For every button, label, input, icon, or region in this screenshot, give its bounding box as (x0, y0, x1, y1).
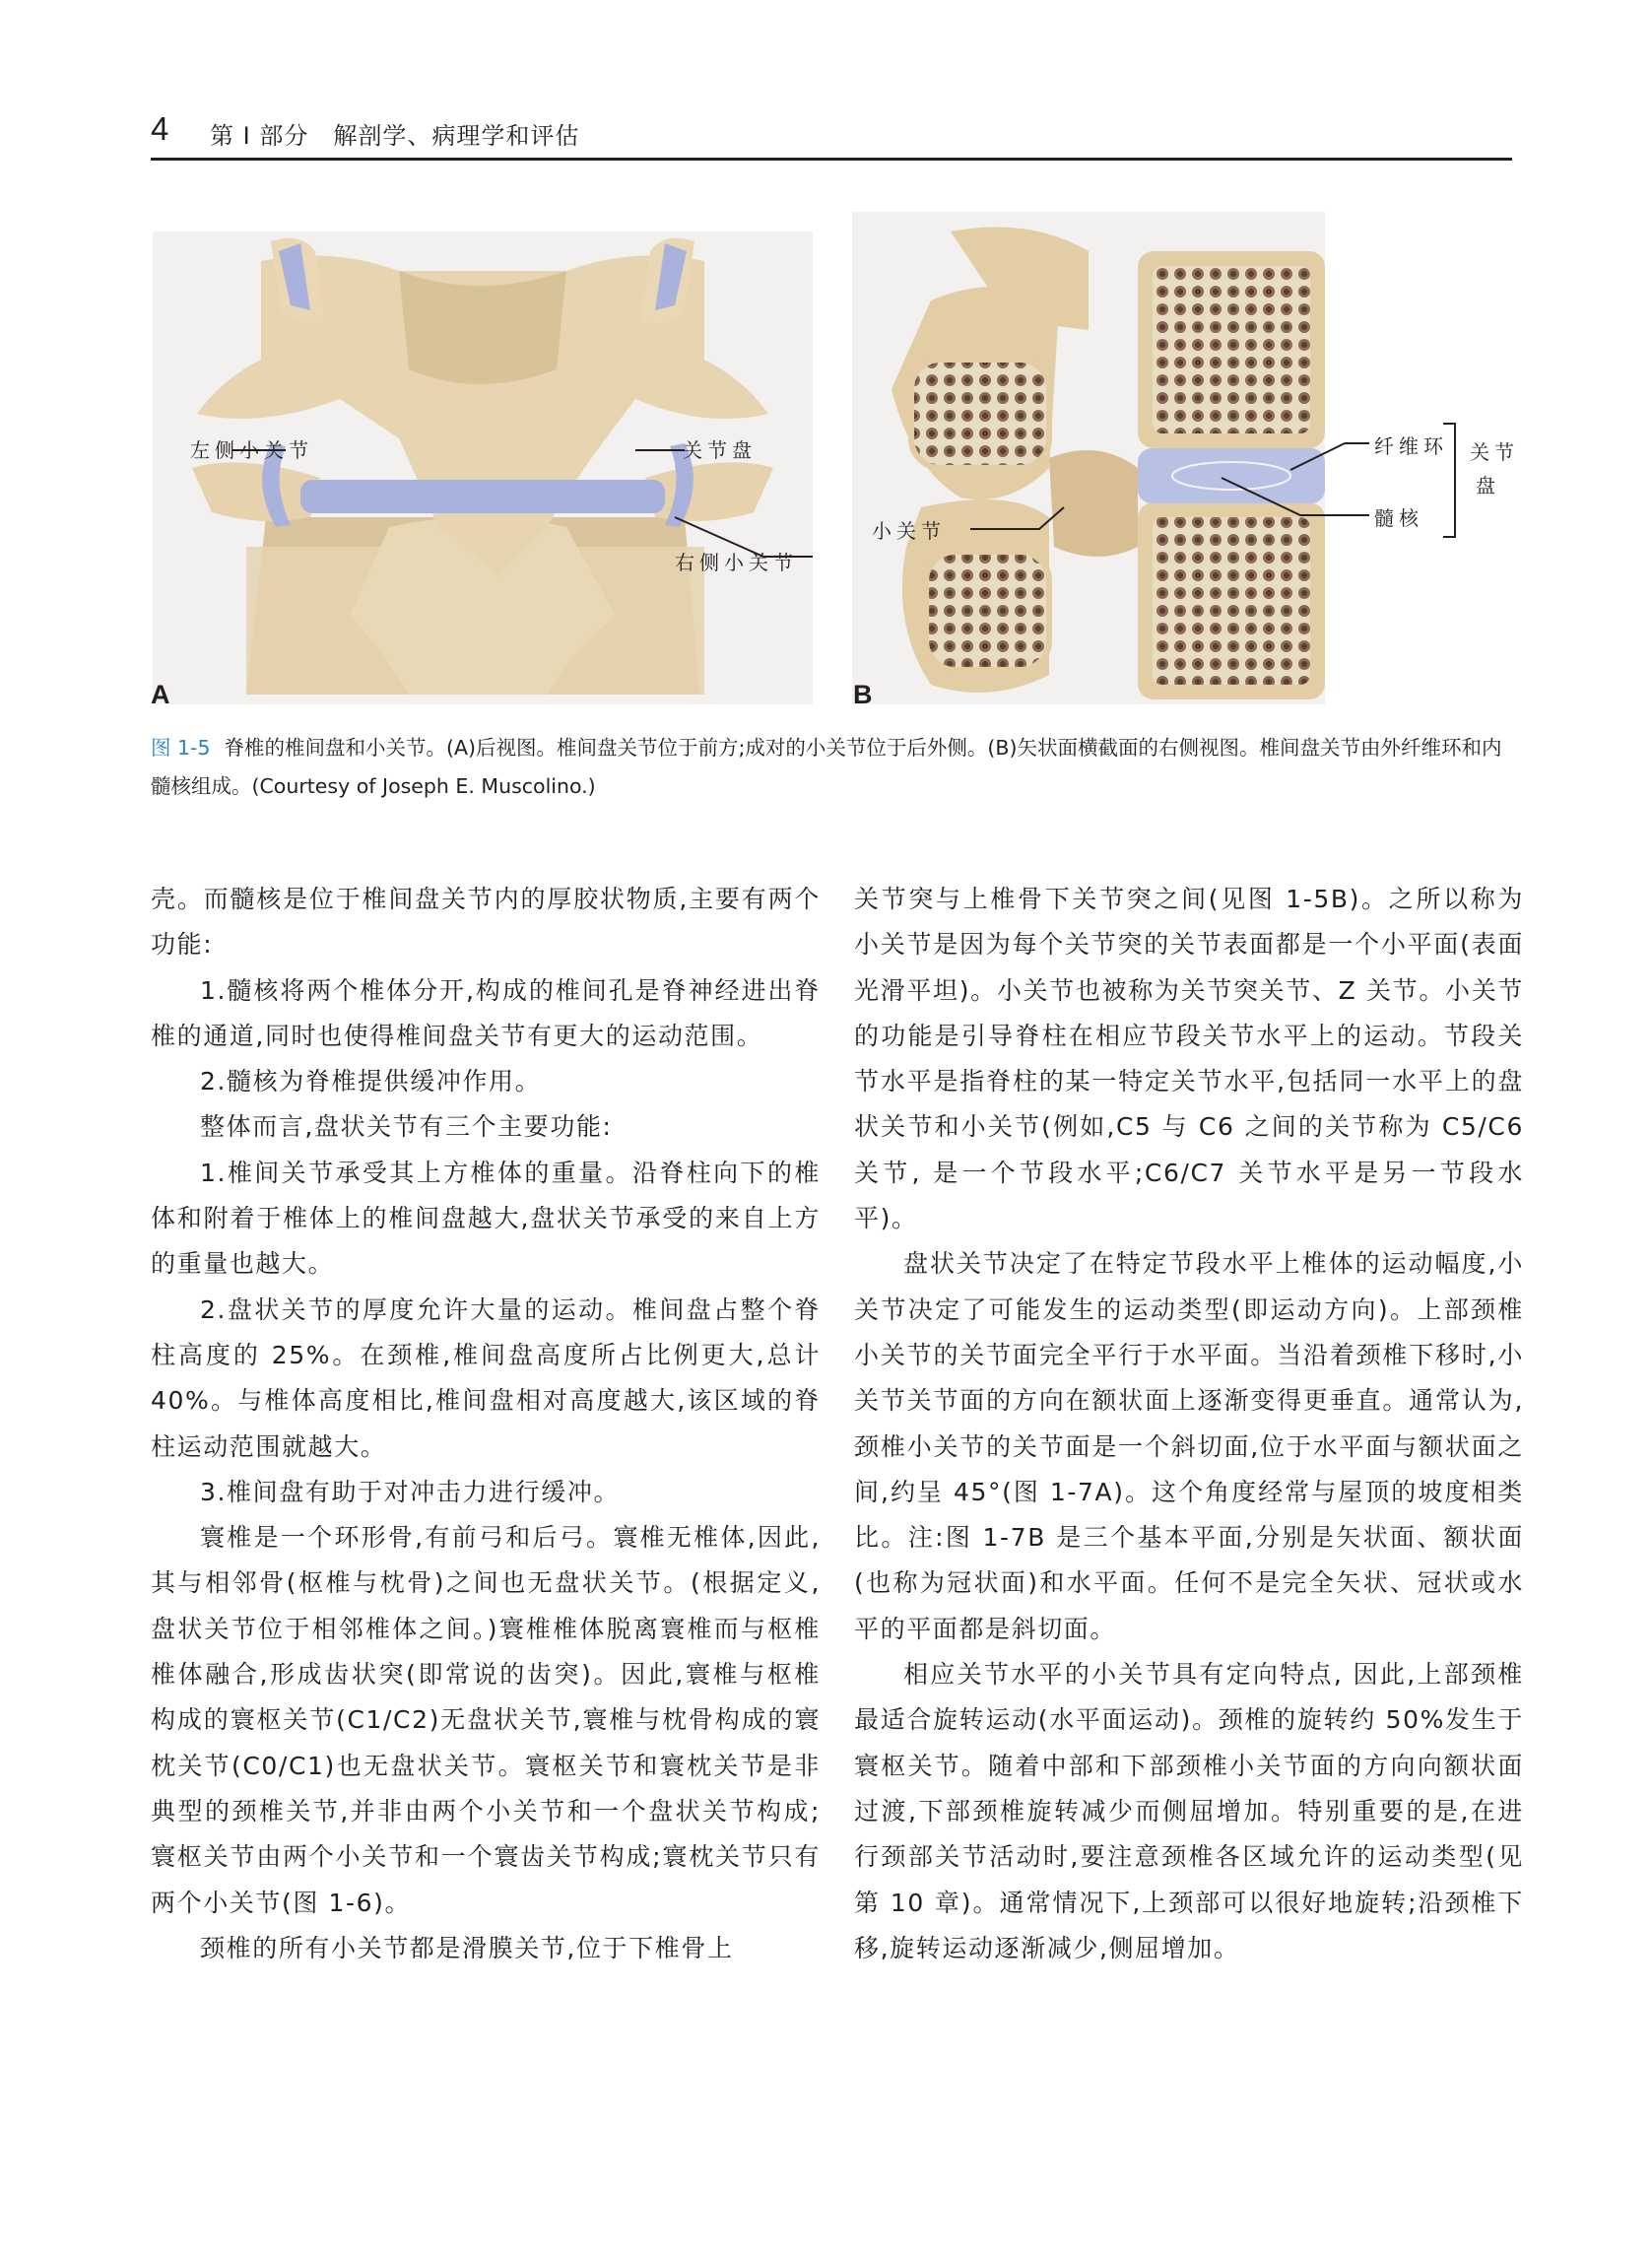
label-disc-b-line2: 盘 (1476, 474, 1500, 498)
label-left-facet: 左侧小关节 (190, 438, 313, 462)
page-number: 4 (151, 110, 169, 147)
paragraph: 2.髓核为脊椎提供缓冲作用。 (200, 1067, 542, 1096)
running-head: 第 I 部分 解剖学、病理学和评估 (210, 122, 580, 150)
caption-text: 脊椎的椎间盘和小关节。(A)后视图。椎间盘关节位于前方;成对的小关节位于后外侧。(B)矢状面横截面的右侧视图。椎间盘关节由外纤维环和内髓核组成。(Courtesy of Joseph E. Muscolino.) (151, 736, 1502, 798)
figure-a-posterior-view (153, 232, 813, 704)
paragraph: 颈椎的所有小关节都是滑膜关节,位于下椎骨上 (200, 1933, 734, 1962)
figure-a-illustration (153, 232, 813, 704)
caption-figure-number: 图 1-5 (151, 736, 211, 760)
label-disc-a: 关节盘 (683, 438, 757, 462)
paragraph: 壳。而髓核是位于椎间盘关节内的厚胶状物质,主要有两个功能: (151, 885, 821, 960)
label-annulus: 纤维环 (1374, 434, 1448, 458)
paragraph: 相应关节水平的小关节具有定向特点, 因此,上部颈椎最适合旋转运动(水平面运动)。颈椎的旋转约 50%发生于寰枢关节。随着中部和下部颈椎小关节面的方向向额状面过渡,下部颈椎旋转减少而侧屈增加。特别重要的是,在进行颈部关节活动时,要注意颈椎各区域允许的运动类型(见第 10 章)。通常情况下,上颈部可以很好地旋转;沿颈椎下移,旋转运动逐渐减少,侧屈增加。 (854, 1660, 1524, 1962)
paragraph: 寰椎是一个环形骨,有前弓和后弓。寰椎无椎体,因此,其与相邻骨(枢椎与枕骨)之间也无盘状关节。(根据定义,盘状关节位于相邻椎体之间。)寰椎椎体脱离寰椎而与枢椎椎体融合,形成齿状突(即常说的齿突)。因此,寰椎与枢椎构成的寰枢关节(C1/C2)无盘状关节,寰椎与枕骨构成的寰枕关节(C0/C1)也无盘状关节。寰枢关节和寰枕关节是非典型的颈椎关节,并非由两个小关节和一个盘状关节构成;寰枢关节由两个小关节和一个寰齿关节构成;寰枕关节只有两个小关节(图 1-6)。 (151, 1523, 821, 1917)
left-column (151, 877, 821, 1971)
figure-b-sagittal-view (852, 212, 1522, 704)
figure-b-letter: B (853, 680, 873, 709)
figure-caption (151, 729, 1515, 806)
header-rule (151, 158, 1512, 161)
label-nucleus: 髓核 (1374, 506, 1423, 530)
right-column (854, 877, 1524, 1971)
figure-a-letter: A (151, 680, 170, 709)
label-facet-b: 小关节 (872, 519, 946, 543)
page-header (151, 110, 1512, 154)
paragraph: 1.椎间关节承受其上方椎体的重量。沿脊柱向下的椎体和附着于椎体上的椎间盘越大,盘状关节承受的来自上方的重量也越大。 (151, 1158, 821, 1279)
paragraph: 1.髓核将两个椎体分开,构成的椎间孔是脊神经进出脊椎的通道,同时也使得椎间盘关节有更大的运动范围。 (151, 975, 821, 1050)
paragraph: 2.盘状关节的厚度允许大量的运动。椎间盘占整个脊柱高度的 25%。在颈椎,椎间盘高度所占比例更大,总计 40%。与椎体高度相比,椎间盘相对高度越大,该区域的脊柱运动范围就越大。 (151, 1294, 821, 1461)
paragraph: 整体而言,盘状关节有三个主要功能: (200, 1112, 613, 1142)
label-right-facet: 右侧小关节 (675, 551, 798, 574)
label-disc-b-line1: 关节 (1470, 440, 1519, 464)
paragraph: 3.椎间盘有助于对冲击力进行缓冲。 (200, 1477, 621, 1506)
paragraph: 关节突与上椎骨下关节突之间(见图 1-5B)。之所以称为小关节是因为每个关节突的关节表面都是一个小平面(表面光滑平坦)。小关节也被称为关节突关节、Z 关节。小关节的功能是引导脊柱在相应节段关节水平上的运动。节段关节水平是指脊柱的某一特定关节水平,包括同一水平上的盘状关节和小关节(例如,C5 与 C6 之间的关节称为 C5/C6 关节, 是一个节段水平;C6/C7 关节水平是另一节段水平)。 (854, 885, 1524, 1233)
paragraph: 盘状关节决定了在特定节段水平上椎体的运动幅度,小关节决定了可能发生的运动类型(即运动方向)。上部颈椎小关节的关节面完全平行于水平面。当沿着颈椎下移时,小关节关节面的方向在额状面上逐渐变得更垂直。通常认为,颈椎小关节的关节面是一个斜切面,位于水平面与额状面之间,约呈 45°(图 1-7A)。这个角度经常与屋顶的坡度相类比。注:图 1-7B 是三个基本平面,分别是矢状面、额状面(也称为冠状面)和水平面。任何不是完全矢状、冠状或水平的平面都是斜切面。 (854, 1249, 1524, 1643)
